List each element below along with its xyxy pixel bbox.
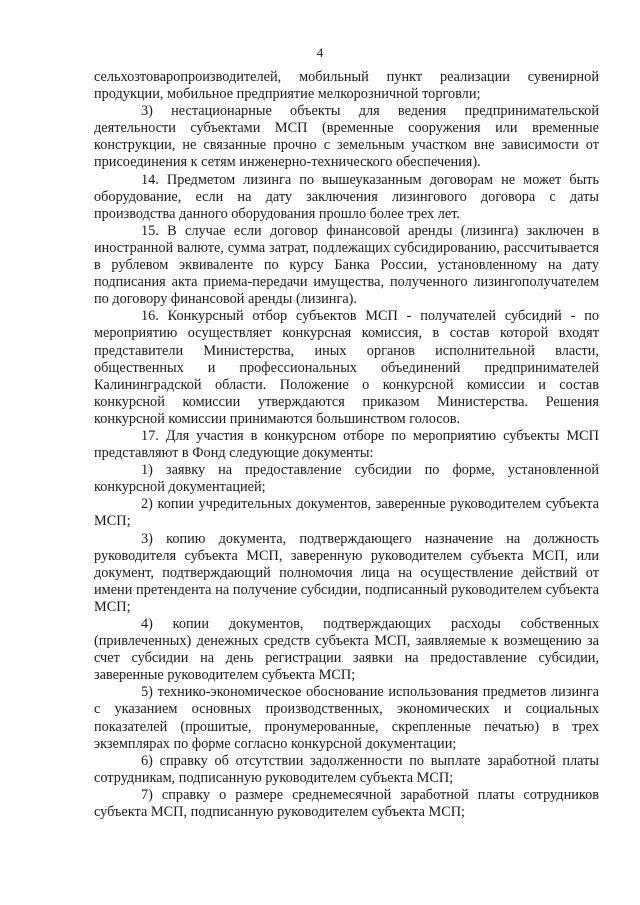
document-list-item-5: 5) технико-экономическое обоснование использования предметов лизинга с указанием основных производственных, экономических и социальных показателей (прошитые, пронумерованные, скрепленные печатью) в трех экземплярах по форме согласно конкурсной документации; (94, 684, 599, 752)
paragraph-clause-17: 17. Для участия в конкурсном отборе по мероприятию субъекты МСП представляют в Фонд следующие документы: (94, 427, 599, 462)
document-body (94, 69, 599, 821)
paragraph-continuation: сельхозтоваропроизводителей, мобильный пункт реализации сувенирной продукции, мобильное предприятие мелкорозничной торговли; (94, 69, 599, 103)
document-list-item-7: 7) справку о размере среднемесячной заработной платы сотрудников субъекта МСП, подписанную руководителем субъекта МСП; (94, 786, 599, 821)
paragraph-clause-15: 15. В случае если договор финансовой аренды (лизинга) заключен в иностранной валюте, сумма затрат, подлежащих субсидированию, рассчитывается в рублевом эквиваленте по курсу Банка России, установленному на дату подписания акта приема-передачи имущества, полученного лизингополучателем по договору финансовой аренды (лизинга). (94, 222, 599, 308)
document-list-item-3: 3) копию документа, подтверждающего назначение на должность руководителя субъекта МСП, заверенную руководителем субъекта МСП, или документ, подтверждающий полномочия лица на осуществление действий от имени претендента на получение субсидии, подписанный руководителем субъекта МСП; (94, 530, 599, 615)
paragraph-item-3: 3) нестационарные объекты для ведения предпринимательской деятельности субъектами МСП (временные сооружения или временные конструкции, не связанные прочно с земельным участком вне зависимости от присоединения к сетям инженерно-технического обеспечения). (94, 103, 599, 171)
page-number: 4 (316, 45, 324, 60)
document-list-item-6: 6) справку об отсутствии задолженности по выплате заработной платы сотрудникам, подписанную руководителем субъекта МСП; (94, 752, 599, 786)
document-list-item-4: 4) копии документов, подтверждающих расходы собственных (привлеченных) денежных средств субъекта МСП, заявляемые к возмещению за счет субсидии на день регистрации заявки на предоставление субсидии, заверенные руководителем субъекта МСП; (94, 616, 599, 684)
paragraph-clause-16: 16. Конкурсный отбор субъектов МСП - получателей субсидий - по мероприятию осуществляет конкурсная комиссия, в состав которой входят представители Министерства, иных органов исполнительной власти, общественных и профессиональных объединений предпринимателей Калининградской области. Положение о конкурсной комиссии и состав конкурсной комиссии утверждаются приказом Министерства. Решения конкурсной комиссии принимаются большинством голосов. (94, 308, 599, 427)
document-list-item-1: 1) заявку на предоставление субсидии по форме, установленной конкурсной документацией; (94, 462, 599, 496)
paragraph-clause-14: 14. Предметом лизинга по вышеуказанным договорам не может быть оборудование, если на дату заключения лизингового договора с даты производства данного оборудования прошло более трех лет. (94, 171, 599, 222)
document-list-item-2: 2) копии учредительных документов, заверенные руководителем субъекта МСП; (94, 496, 599, 530)
